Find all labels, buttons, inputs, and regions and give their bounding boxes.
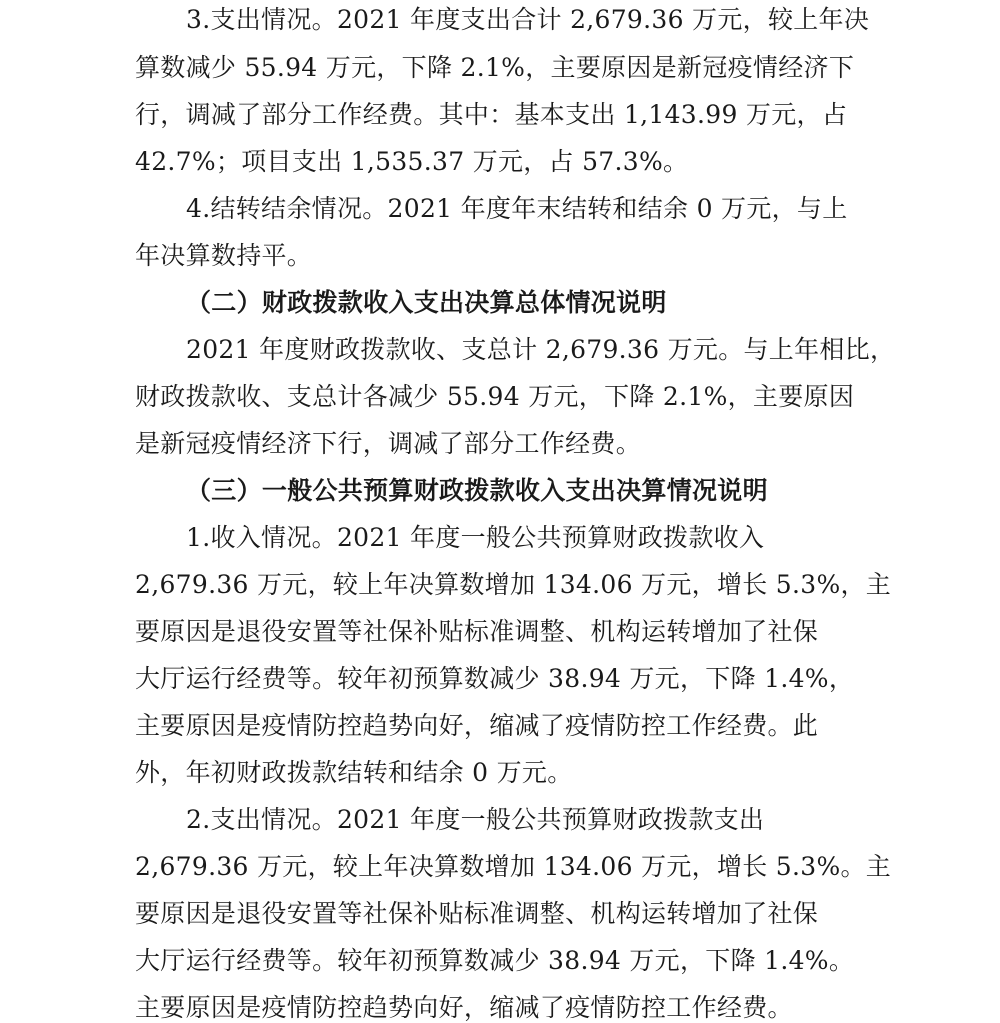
text-line-income-1: 1.收入情况。2021 年度一般公共预算财政拨款收入 bbox=[186, 523, 765, 552]
text-line-general-expenditure-2: 2,679.36 万元，较上年决算数增加 134.06 万元，增长 5.3%。主 bbox=[135, 852, 892, 881]
text-line-carryover-2: 年决算数持平。 bbox=[135, 241, 313, 270]
text-line-fiscal-total-1: 2021 年度财政拨款收、支总计 2,679.36 万元。与上年相比， bbox=[186, 335, 896, 364]
text-line-expenditure-2: 算数减少 55.94 万元，下降 2.1%，主要原因是新冠疫情经济下 bbox=[135, 53, 855, 82]
text-line-general-expenditure-3: 要原因是退役安置等社保补贴标准调整、机构运转增加了社保 bbox=[135, 899, 819, 928]
text-line-income-3: 要原因是退役安置等社保补贴标准调整、机构运转增加了社保 bbox=[135, 617, 819, 646]
text-line-general-expenditure-4: 大厅运行经费等。较年初预算数减少 38.94 万元，下降 1.4%。 bbox=[135, 946, 855, 975]
text-line-expenditure-1: 3.支出情况。2021 年度支出合计 2,679.36 万元，较上年决 bbox=[186, 5, 870, 34]
text-line-income-2: 2,679.36 万元，较上年决算数增加 134.06 万元，增长 5.3%，主 bbox=[135, 570, 892, 599]
text-line-income-5: 主要原因是疫情防控趋势向好，缩减了疫情防控工作经费。此 bbox=[135, 711, 819, 740]
text-line-general-expenditure-1: 2.支出情况。2021 年度一般公共预算财政拨款支出 bbox=[186, 805, 765, 834]
text-line-general-expenditure-5: 主要原因是疫情防控趋势向好，缩减了疫情防控工作经费。 bbox=[135, 993, 793, 1022]
text-line-fiscal-total-3: 是新冠疫情经济下行，调减了部分工作经费。 bbox=[135, 429, 642, 458]
text-line-income-4: 大厅运行经费等。较年初预算数减少 38.94 万元，下降 1.4%， bbox=[135, 664, 855, 693]
text-line-expenditure-3: 行，调减了部分工作经费。其中：基本支出 1,143.99 万元，占 bbox=[135, 100, 848, 129]
text-line-expenditure-4: 42.7%；项目支出 1,535.37 万元，占 57.3%。 bbox=[135, 147, 689, 176]
section-heading-2: （二）财政拨款收入支出决算总体情况说明 bbox=[186, 288, 667, 317]
text-line-carryover-1: 4.结转结余情况。2021 年度年末结转和结余 0 万元，与上 bbox=[186, 194, 848, 223]
text-line-income-6: 外，年初财政拨款结转和结余 0 万元。 bbox=[135, 758, 573, 787]
text-line-fiscal-total-2: 财政拨款收、支总计各减少 55.94 万元，下降 2.1%，主要原因 bbox=[135, 382, 855, 411]
section-heading-3: （三）一般公共预算财政拨款收入支出决算情况说明 bbox=[186, 476, 768, 505]
